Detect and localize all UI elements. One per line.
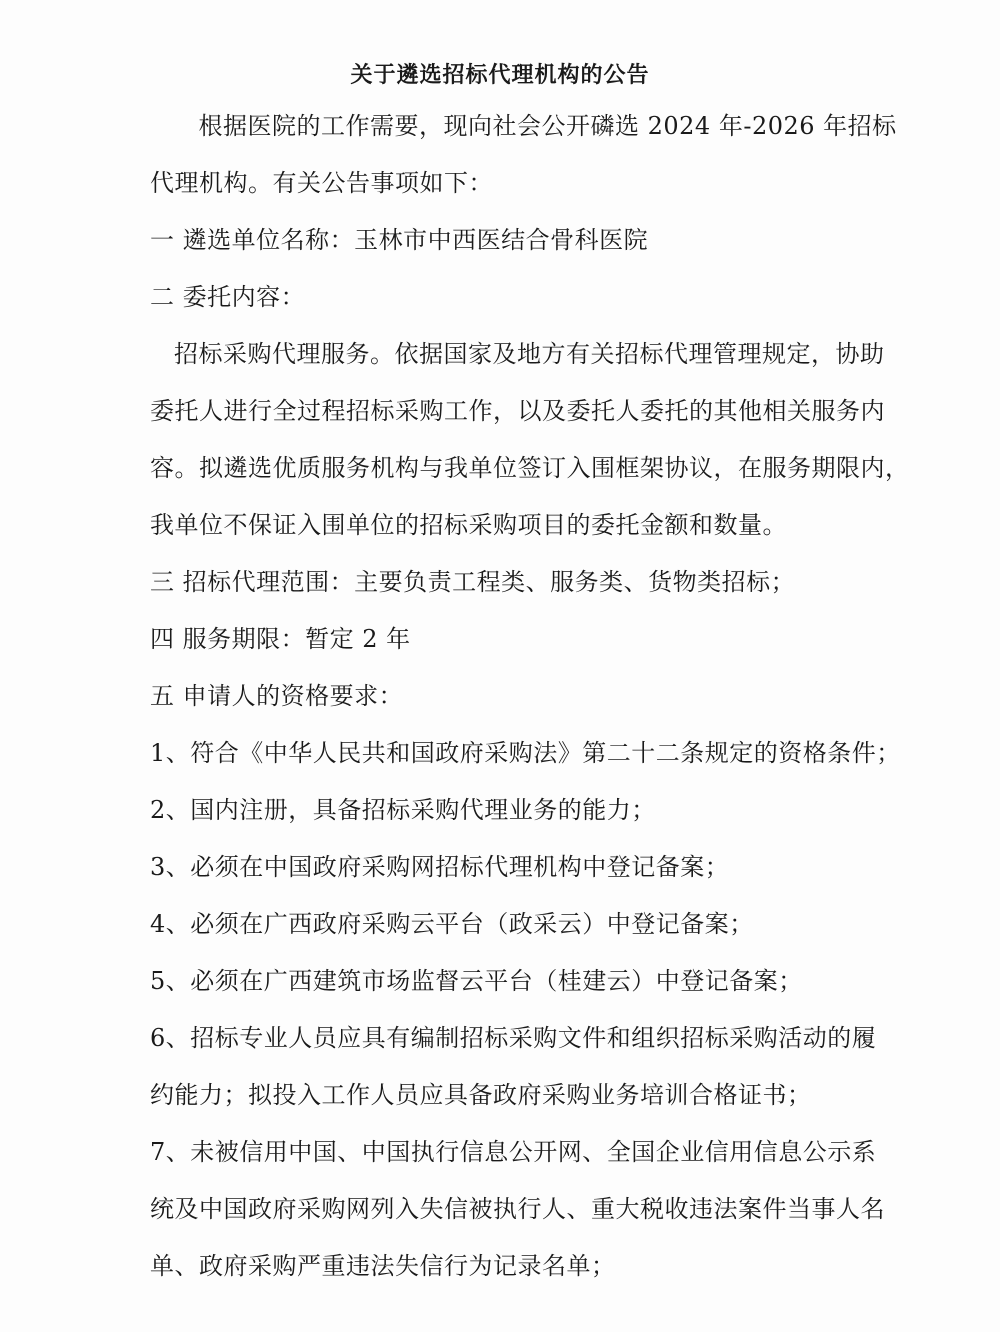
text-line: 我单位不保证入围单位的招标采购项目的委托金额和数量。 xyxy=(150,511,787,539)
text-line: 5、必须在广西建筑市场监督云平台（桂建云）中登记备案； xyxy=(150,967,803,995)
paragraph-intro xyxy=(150,98,910,212)
requirement-7 xyxy=(150,1124,910,1295)
section-two xyxy=(150,269,910,326)
section-three xyxy=(150,554,910,611)
text-line: 统及中国政府采购网列入失信被执行人、重大税收违法案件当事人名 xyxy=(150,1195,885,1223)
document-title: 关于遴选招标代理机构的公告 xyxy=(350,62,650,88)
text-line: 容。拟遴选优质服务机构与我单位签订入围框架协议，在服务期限内， xyxy=(150,454,910,482)
requirement-6 xyxy=(150,1010,910,1124)
text-line: 五 申请人的资格要求： xyxy=(150,682,404,710)
text-line: 委托人进行全过程招标采购工作，以及委托人委托的其他相关服务内 xyxy=(150,397,885,425)
section-four xyxy=(150,611,910,668)
text-line: 约能力；拟投入工作人员应具备政府采购业务培训合格证书； xyxy=(150,1081,812,1109)
requirement-1 xyxy=(150,725,910,782)
text-line: 4、必须在广西政府采购云平台（政采云）中登记备案； xyxy=(150,910,754,938)
requirement-4 xyxy=(150,896,910,953)
text-line: 2、国内注册，具备招标采购代理业务的能力； xyxy=(150,796,656,824)
section-one xyxy=(150,212,910,269)
requirement-2 xyxy=(150,782,910,839)
text-line: 7、未被信用中国、中国执行信息公开网、全国企业信用信息公示系 xyxy=(150,1138,877,1166)
text-line: 二 委托内容： xyxy=(150,283,306,311)
paragraph-entrust-content xyxy=(150,326,910,554)
requirement-3 xyxy=(150,839,910,896)
text-line: 3、必须在中国政府采购网招标代理机构中登记备案； xyxy=(150,853,730,881)
text-line: 1、符合《中华人民共和国政府采购法》第二十二条规定的资格条件； xyxy=(150,739,901,767)
text-line: 招标采购代理服务。依据国家及地方有关招标代理管理规定，协助 xyxy=(174,340,885,368)
text-line: 一 遴选单位名称：玉林市中西医结合骨科医院 xyxy=(150,226,649,254)
requirement-5 xyxy=(150,953,910,1010)
text-line: 三 招标代理范围：主要负责工程类、服务类、货物类招标； xyxy=(150,568,796,596)
text-line: 根据医院的工作需要，现向社会公开磷选 2024 年-2026 年招标 xyxy=(174,112,897,140)
text-line: 代理机构。有关公告事项如下： xyxy=(150,169,493,197)
text-line: 单、政府采购严重违法失信行为记录名单； xyxy=(150,1252,616,1280)
section-five xyxy=(150,668,910,725)
text-line: 四 服务期限：暂定 2 年 xyxy=(150,625,411,653)
text-line: 6、招标专业人员应具有编制招标采购文件和组织招标采购活动的履 xyxy=(150,1024,877,1052)
